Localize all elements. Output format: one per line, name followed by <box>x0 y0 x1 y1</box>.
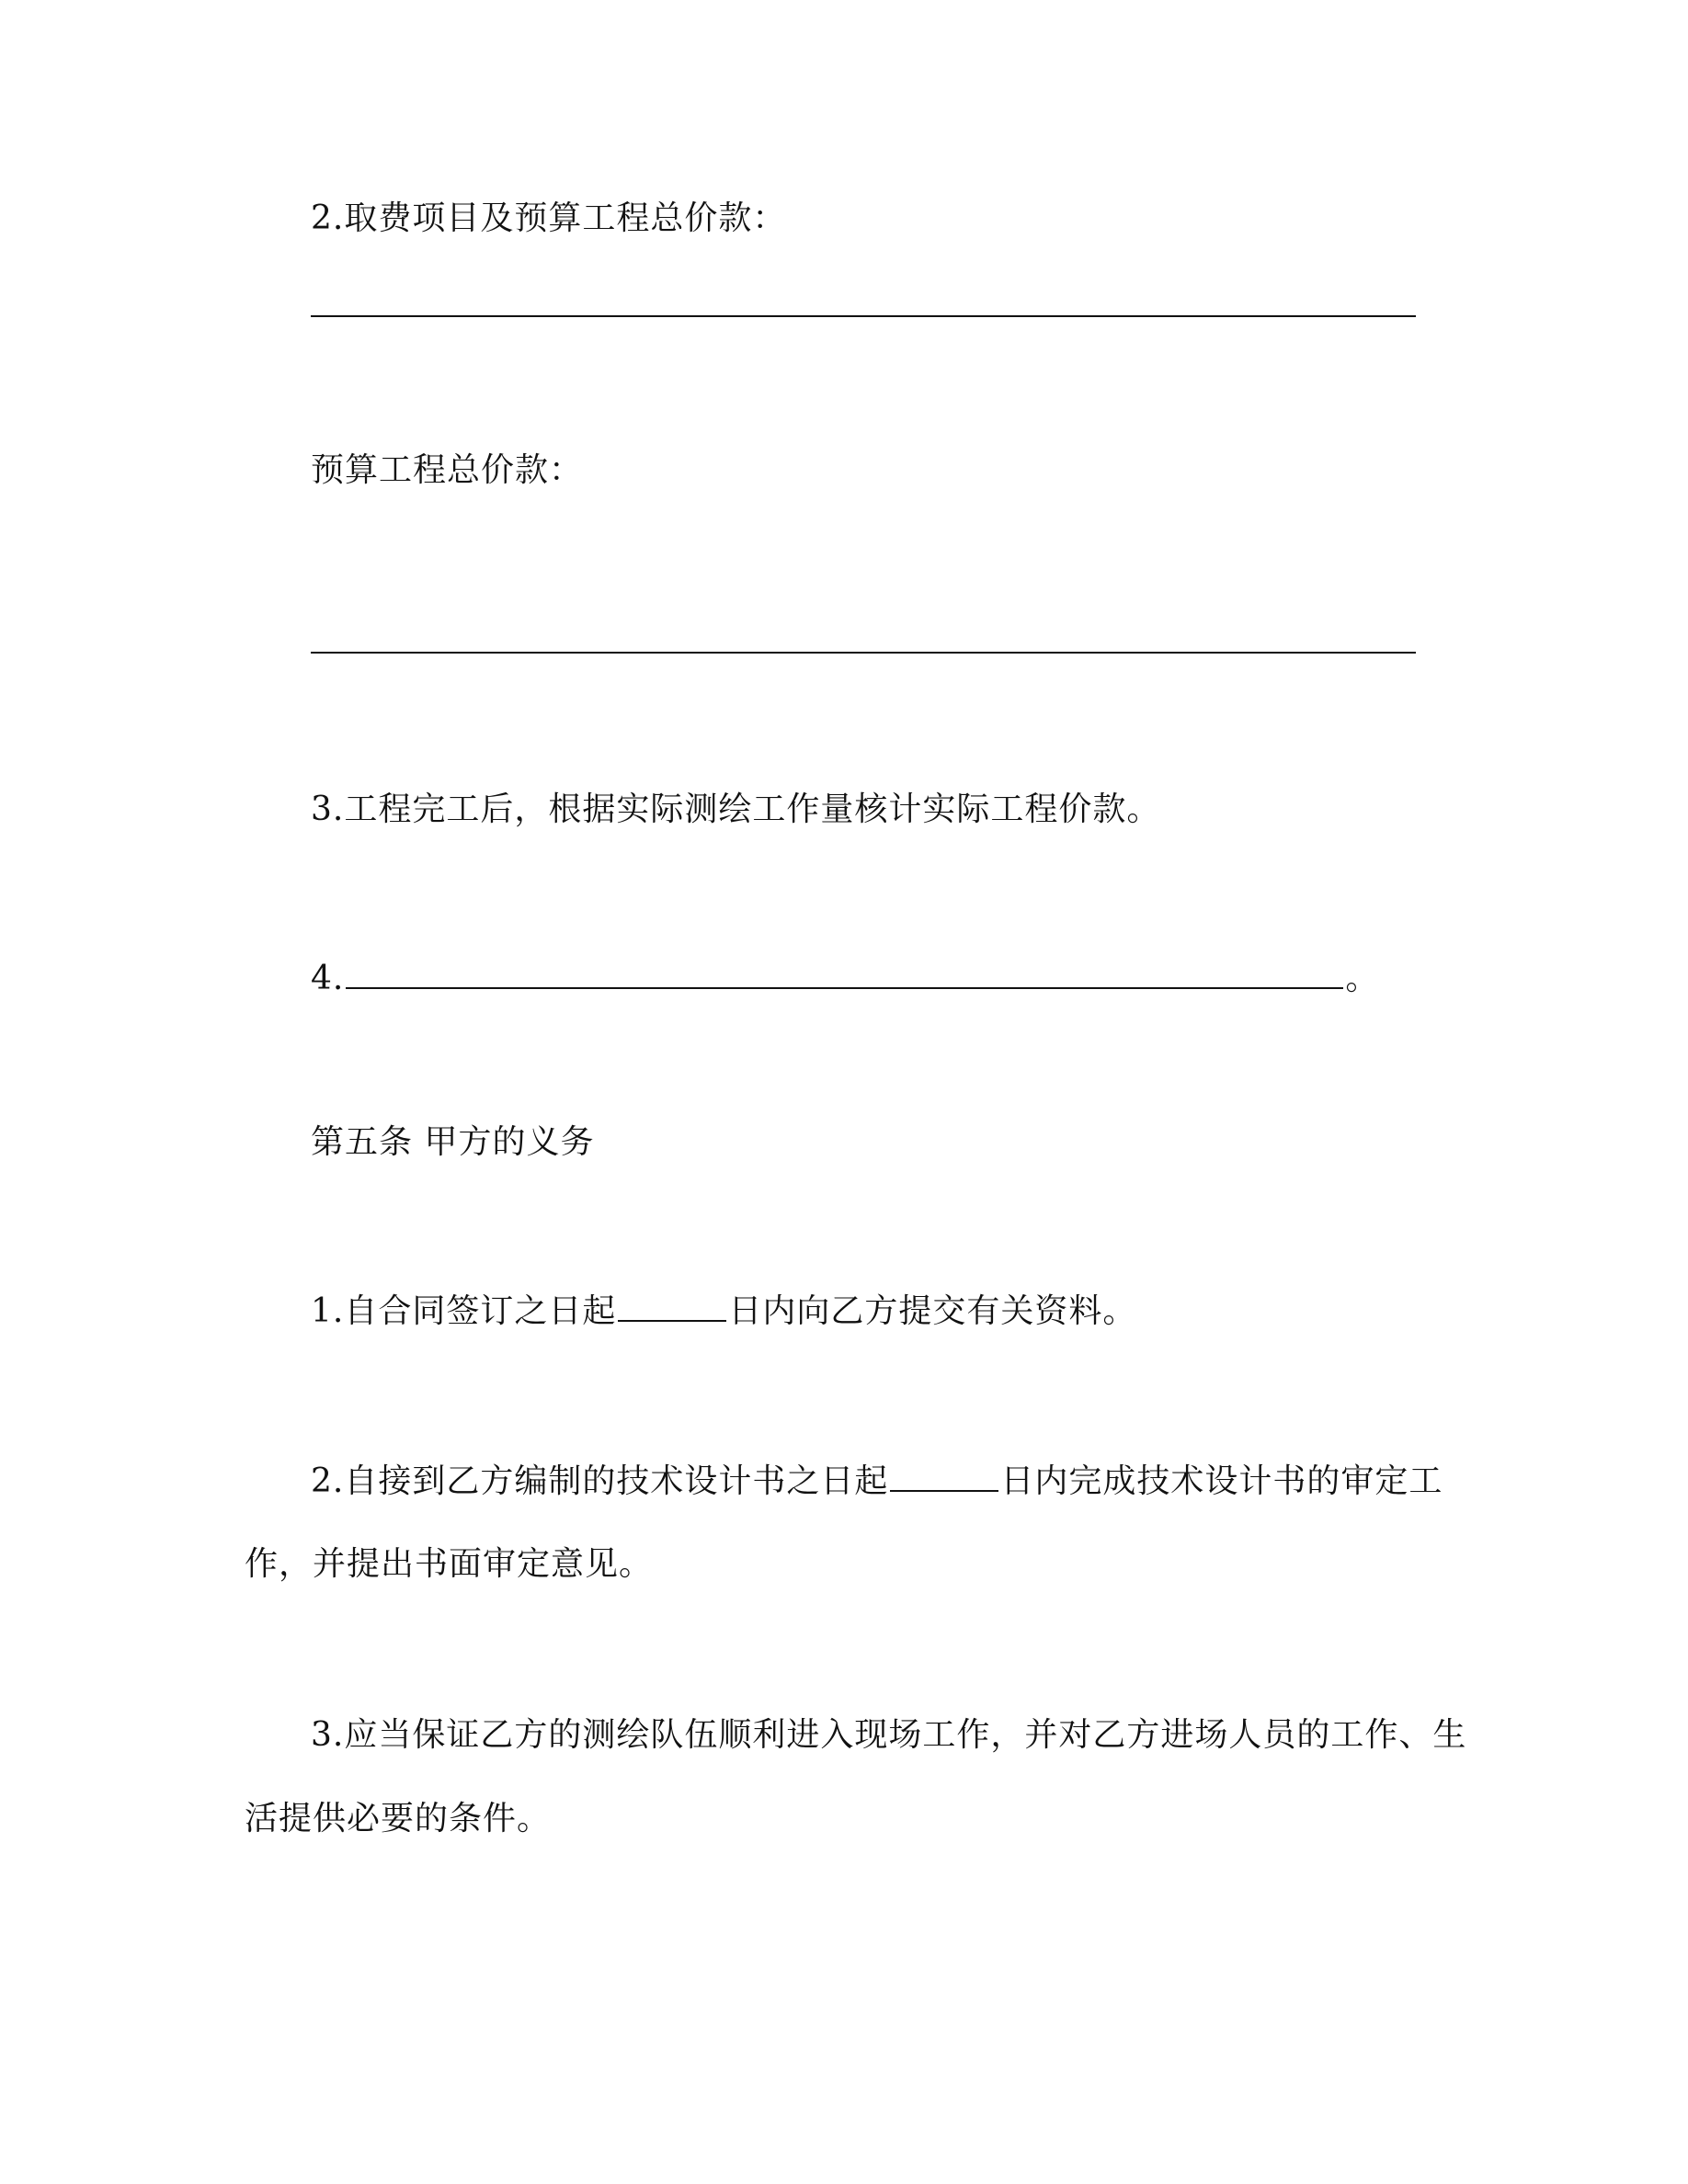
duty-2-line-2: 作，并提出书面审定意见。 <box>245 1545 654 1583</box>
duty-3-line-1: 3.应当保证乙方的测绘队伍顺利进入现场工作，并对乙方进场人员的工作、生 <box>311 1716 1467 1754</box>
budget-total-label: 预算工程总价款： <box>311 451 584 489</box>
item-4-line <box>311 957 1379 1001</box>
duty-1-before: 1.自合同签订之日起 <box>311 1292 617 1330</box>
duty-2-before: 2.自接到乙方编制的技术设计书之日起 <box>311 1462 889 1500</box>
item-3-text: 3.工程完工后，根据实际测绘工作量核计实际工程价款。 <box>311 791 1161 828</box>
duty-2-days-blank <box>890 1486 998 1492</box>
duty-1-line <box>311 1290 1136 1334</box>
item-4-prefix: 4. <box>311 960 345 997</box>
item-4-blank <box>346 984 1343 989</box>
item-2-fee-heading: 2.取费项目及预算工程总价款： <box>311 199 787 237</box>
article-5-title: 第五条 甲方的义务 <box>311 1123 595 1161</box>
fill-in-line-budget-total <box>311 652 1416 654</box>
duty-2-after: 日内完成技术设计书的审定工 <box>1000 1462 1443 1500</box>
fill-in-line-fee-items <box>311 315 1416 317</box>
duty-3-line-2: 活提供必要的条件。 <box>245 1800 552 1837</box>
duty-2-line-1 <box>311 1460 1443 1504</box>
item-4-suffix: 。 <box>1345 960 1380 997</box>
duty-1-days-blank <box>618 1316 726 1322</box>
duty-1-after: 日内向乙方提交有关资料。 <box>728 1292 1137 1330</box>
